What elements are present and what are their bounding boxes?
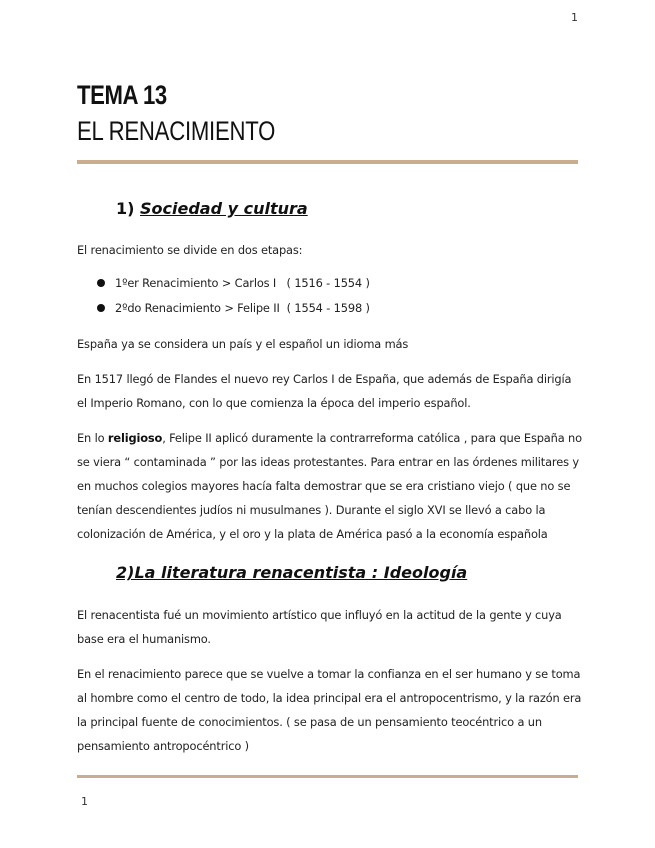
religioso-bold-word: religioso	[107, 431, 163, 445]
paragraph-confianza: En el renacimiento parece que se vuelve a tomar la confianza en el ser humano y se toma al hombre como el centro de todo, la idea principal era el antropocentrismo, y la razón era la principal fuente de conocimientos. ( se pasa de un pensamiento teocéntrico a un pensamiento antropocéntrico )	[77, 667, 582, 753]
title-divider	[77, 160, 578, 164]
page-number-bottom: 1	[81, 795, 88, 808]
paragraph-renacentista: El renacentista fué un movimiento artístico que influyó en la actitud de la gente y cuya base era el humanismo.	[77, 608, 562, 646]
bullet-dot-icon	[97, 279, 105, 287]
bullet-text-2: 2ºdo Renacimiento > Felipe II ( 1554 - 1598 )	[115, 301, 370, 315]
bullet-text-1: 1ºer Renacimiento > Carlos I ( 1516 - 1554 )	[115, 276, 370, 290]
section-heading-1	[116, 199, 308, 218]
bullet-dot-icon	[97, 304, 105, 312]
document-title-line-2: EL RENACIMIENTO	[77, 116, 276, 146]
section-2-title: 2)La literatura renacentista : Ideología	[116, 563, 468, 582]
bullet-item-1	[97, 276, 370, 290]
paragraph-1517: En 1517 llegó de Flandes el nuevo rey Carlos I de España, que además de España dirigía el Imperio Romano, con lo que comienza la época del imperio español.	[77, 372, 572, 410]
paragraph-intro: El renacimiento se divide en dos etapas:	[77, 243, 303, 257]
document-title-line-1: TEMA 13	[77, 80, 167, 110]
section-heading-2	[116, 563, 467, 582]
section-1-number: 1)	[116, 199, 141, 218]
religioso-body: , Felipe II aplicó duramente la contrarreforma católica , para que España no se viera “ contaminada ” por las ideas protestantes. Para entrar en las órdenes militares y en muchos colegios mayores hacía falta demostrar que se era cristiano viejo ( que no se tenían descendientes judíos ni musulmanes ). Durante el siglo XVI se llevó a cabo la colonización de América, y el oro y la plata de América pasó a la economía española	[77, 431, 582, 541]
religioso-prefix: En lo	[77, 431, 108, 445]
page-number-top: 1	[571, 11, 578, 24]
bullet-item-2	[97, 301, 370, 315]
section-1-title: Sociedad y cultura	[140, 199, 308, 218]
footer-divider	[77, 775, 578, 778]
paragraph-religioso	[77, 426, 582, 546]
paragraph-espana: España ya se considera un país y el español un idioma más	[77, 337, 409, 351]
